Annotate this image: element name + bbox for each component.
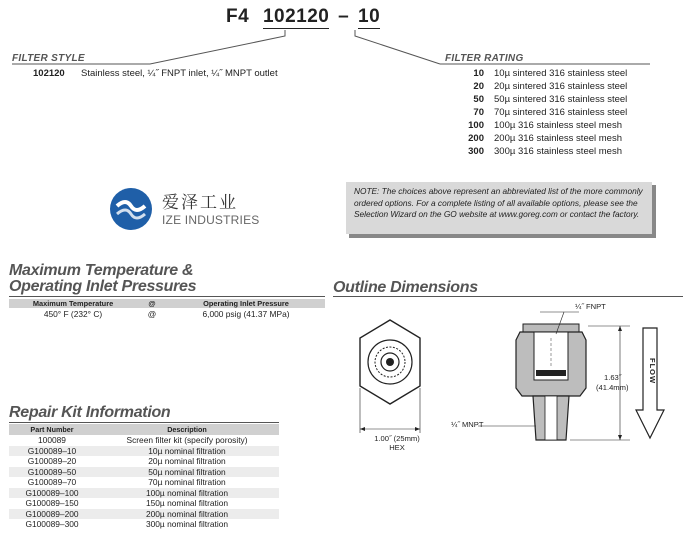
part-number-cell: G100089–50: [9, 467, 95, 478]
filter-rating-label: FILTER RATING: [445, 53, 524, 64]
height-inch-label: 1.63˝: [604, 373, 622, 382]
logo-english-text: IZE INDUSTRIES: [162, 213, 260, 227]
part-dash: –: [338, 6, 350, 27]
description-cell: 10µ nominal filtration: [95, 446, 279, 457]
rating-desc: 300µ 316 stainless steel mesh: [494, 146, 622, 157]
description-cell: 200µ nominal filtration: [95, 509, 279, 520]
rating-desc: 200µ 316 stainless steel mesh: [494, 133, 622, 144]
rating-desc: 10µ sintered 316 stainless steel: [494, 68, 628, 79]
part-number-cell: G100089–150: [25, 498, 79, 509]
company-logo: [108, 186, 278, 236]
repair-kit-title: Repair Kit Information: [9, 404, 171, 421]
part-number-cell: G100089–200: [9, 509, 95, 520]
table-row: [9, 435, 279, 446]
table-row: [9, 488, 279, 499]
part-rating-code: 10: [358, 6, 381, 27]
description-header: Description: [95, 424, 279, 435]
description-cell: 100µ nominal filtration: [95, 488, 279, 499]
filter-style-description: Stainless steel, ¼˝ FNPT inlet, ¼˝ MNPT outlet: [81, 68, 278, 79]
filter-style-code: 102120: [33, 68, 65, 79]
temperature-rule: [9, 296, 325, 297]
table-row: [9, 446, 279, 457]
part-number-cell: G100089–70: [27, 477, 77, 488]
hex-size-label: 1.00˝ (25mm): [374, 434, 420, 443]
height-mm-label: (41.4mm): [596, 383, 629, 392]
outline-rule: [333, 296, 683, 297]
rating-desc: 50µ sintered 316 stainless steel: [494, 94, 628, 105]
description-cell: 70µ nominal filtration: [148, 477, 226, 488]
note-text: NOTE: The choices above represent an abbreviated list of the more commonly ordered options. For a complete listing of all available options, please see the Selection Wizard on the GO website at www.goreg.com or contact the factory.: [346, 182, 652, 234]
rating-code: 50: [473, 94, 484, 105]
rating-code: 300: [468, 146, 484, 157]
pressure-header: Operating Inlet Pressure: [167, 299, 325, 308]
temp-header: Maximum Temperature: [9, 299, 137, 308]
table-row: [9, 498, 279, 509]
max-temperature-value: 450° F (232° C): [43, 309, 103, 319]
repair-kit-rule: [9, 422, 279, 423]
rating-desc: 100µ 316 stainless steel mesh: [494, 120, 622, 131]
hex-end-view: [360, 320, 420, 433]
description-cell: Screen filter kit (specify porosity): [126, 435, 248, 446]
part-style-code: 102120: [262, 6, 330, 27]
outline-title: Outline Dimensions: [333, 279, 478, 296]
rating-code: 10: [473, 68, 484, 79]
temperature-title-line1: Maximum Temperature &: [9, 262, 194, 279]
hex-label: HEX: [389, 443, 405, 452]
table-row: [9, 509, 279, 520]
table-row: [9, 519, 279, 530]
description-cell: 300µ nominal filtration: [145, 519, 229, 530]
description-cell: 20µ nominal filtration: [148, 456, 226, 467]
description-cell: 50µ nominal filtration: [95, 467, 279, 478]
part-number-cell: G100089–300: [25, 519, 79, 530]
repair-kit-table: [9, 424, 279, 530]
table-row: [9, 456, 279, 467]
at-value: @: [147, 309, 157, 319]
part-prefix: F4: [226, 6, 250, 27]
logo-chinese-text: 爱泽工业: [162, 193, 238, 213]
rating-desc: 70µ sintered 316 stainless steel: [494, 107, 628, 118]
pressure-value: 6,000 psig (41.37 MPa): [202, 309, 290, 319]
rating-code: 70: [473, 107, 484, 118]
part-number-cell: 100089: [38, 435, 66, 446]
part-number-cell: G100089–100: [9, 488, 95, 499]
temperature-title-line2: Operating Inlet Pressures: [9, 278, 197, 295]
at-header: @: [137, 299, 167, 308]
table-row: [9, 477, 279, 488]
logo-mark-icon: [108, 186, 154, 232]
table-row: [9, 467, 279, 478]
fnpt-label: ¼˝ FNPT: [575, 302, 606, 311]
rating-code: 100: [468, 120, 484, 131]
part-number-cell: G100089–10: [9, 446, 95, 457]
filter-rating-list: [430, 68, 690, 163]
mnpt-label: ¼˝ MNPT: [451, 420, 484, 429]
rating-code: 20: [473, 81, 484, 92]
filter-style-label: FILTER STYLE: [12, 53, 85, 64]
note-box: [346, 182, 656, 238]
part-number-header: Part Number: [9, 424, 95, 435]
rating-code: 200: [468, 133, 484, 144]
flow-label: FLOW: [648, 358, 657, 385]
temperature-table: [9, 299, 325, 320]
description-cell: 150µ nominal filtration: [145, 498, 229, 509]
rating-desc: 20µ sintered 316 stainless steel: [494, 81, 628, 92]
part-number-cell: G100089–20: [27, 456, 77, 467]
